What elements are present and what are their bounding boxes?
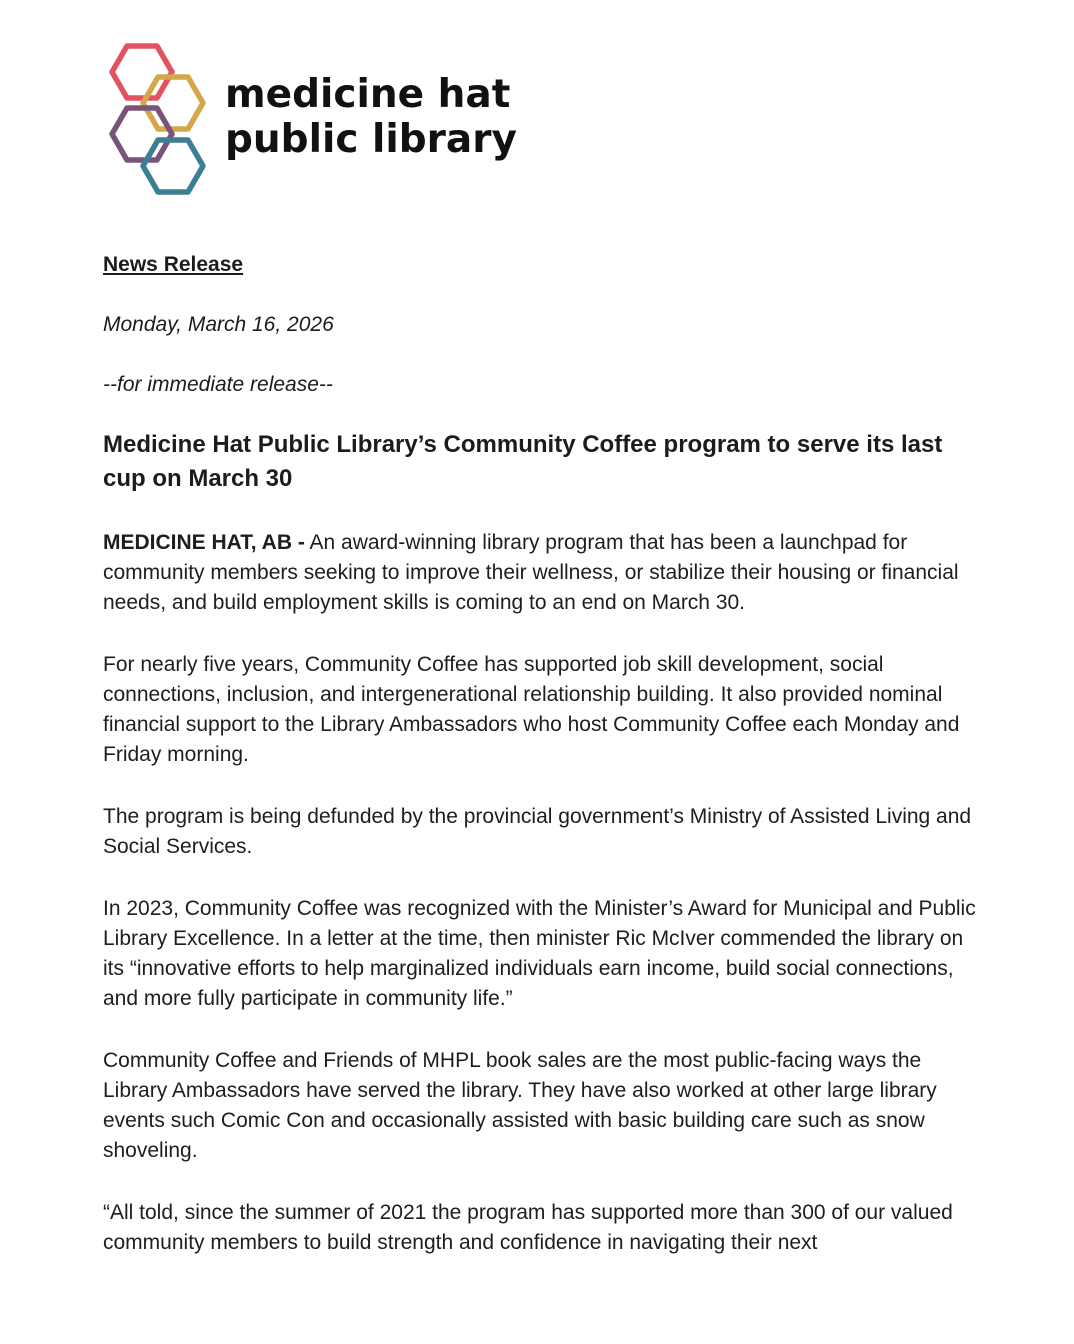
logo-line-2: public library (225, 117, 517, 162)
paragraph: Community Coffee and Friends of MHPL book sales are the most public-facing ways the Library Ambassadors have served the library. They have also worked at other large library events such Comic Con and occasionally assisted with basic building care such as snow shoveling. (103, 1049, 937, 1162)
headline: Medicine Hat Public Library’s Community Coffee program to serve its last cup on March 30 (103, 431, 943, 492)
logo-line-1: medicine hat (225, 72, 511, 117)
library-logo (108, 42, 517, 202)
paragraph: “All told, since the summer of 2021 the program has supported more than 300 of our valued community members to build strength and confidence in navigating their next (103, 1201, 953, 1254)
logo-wordmark (225, 72, 517, 162)
hexagon-gold-icon (143, 77, 203, 129)
release-note: --for immediate release-- (103, 373, 333, 396)
news-release-label: News Release (103, 253, 244, 276)
hexagon-purple-icon (112, 108, 172, 160)
hexagon-red-icon (112, 46, 172, 98)
paragraph: The program is being defunded by the provincial government’s Ministry of Assisted Living and Social Services. (103, 805, 972, 858)
paragraph: In 2023, Community Coffee was recognized with the Minister’s Award for Municipal and Public Library Excellence. In a letter at the time, then minister Ric McIver commended the library on its “innovative efforts to help marginalized individuals earn income, build social connections, and more fully participate in community life.” (103, 897, 976, 1010)
release-date: Monday, March 16, 2026 (103, 313, 334, 336)
hexagon-logo-icon (108, 42, 218, 202)
paragraph-text: An award-winning library program that has been a launchpad for community members seeking to improve their wellness, or stabilize their housing or financial needs, and build employment skills is coming to an end on March 30. (103, 531, 959, 614)
paragraph: For nearly five years, Community Coffee has supported job skill development, social connections, inclusion, and intergenerational relationship building. It also provided nominal financial support to the Library Ambassadors who host Community Coffee each Monday and Friday morning. (103, 653, 960, 766)
dateline: MEDICINE HAT, AB - (103, 531, 305, 554)
hexagon-blue-icon (143, 140, 203, 192)
paragraph (103, 528, 987, 618)
press-release-body (103, 250, 987, 1258)
